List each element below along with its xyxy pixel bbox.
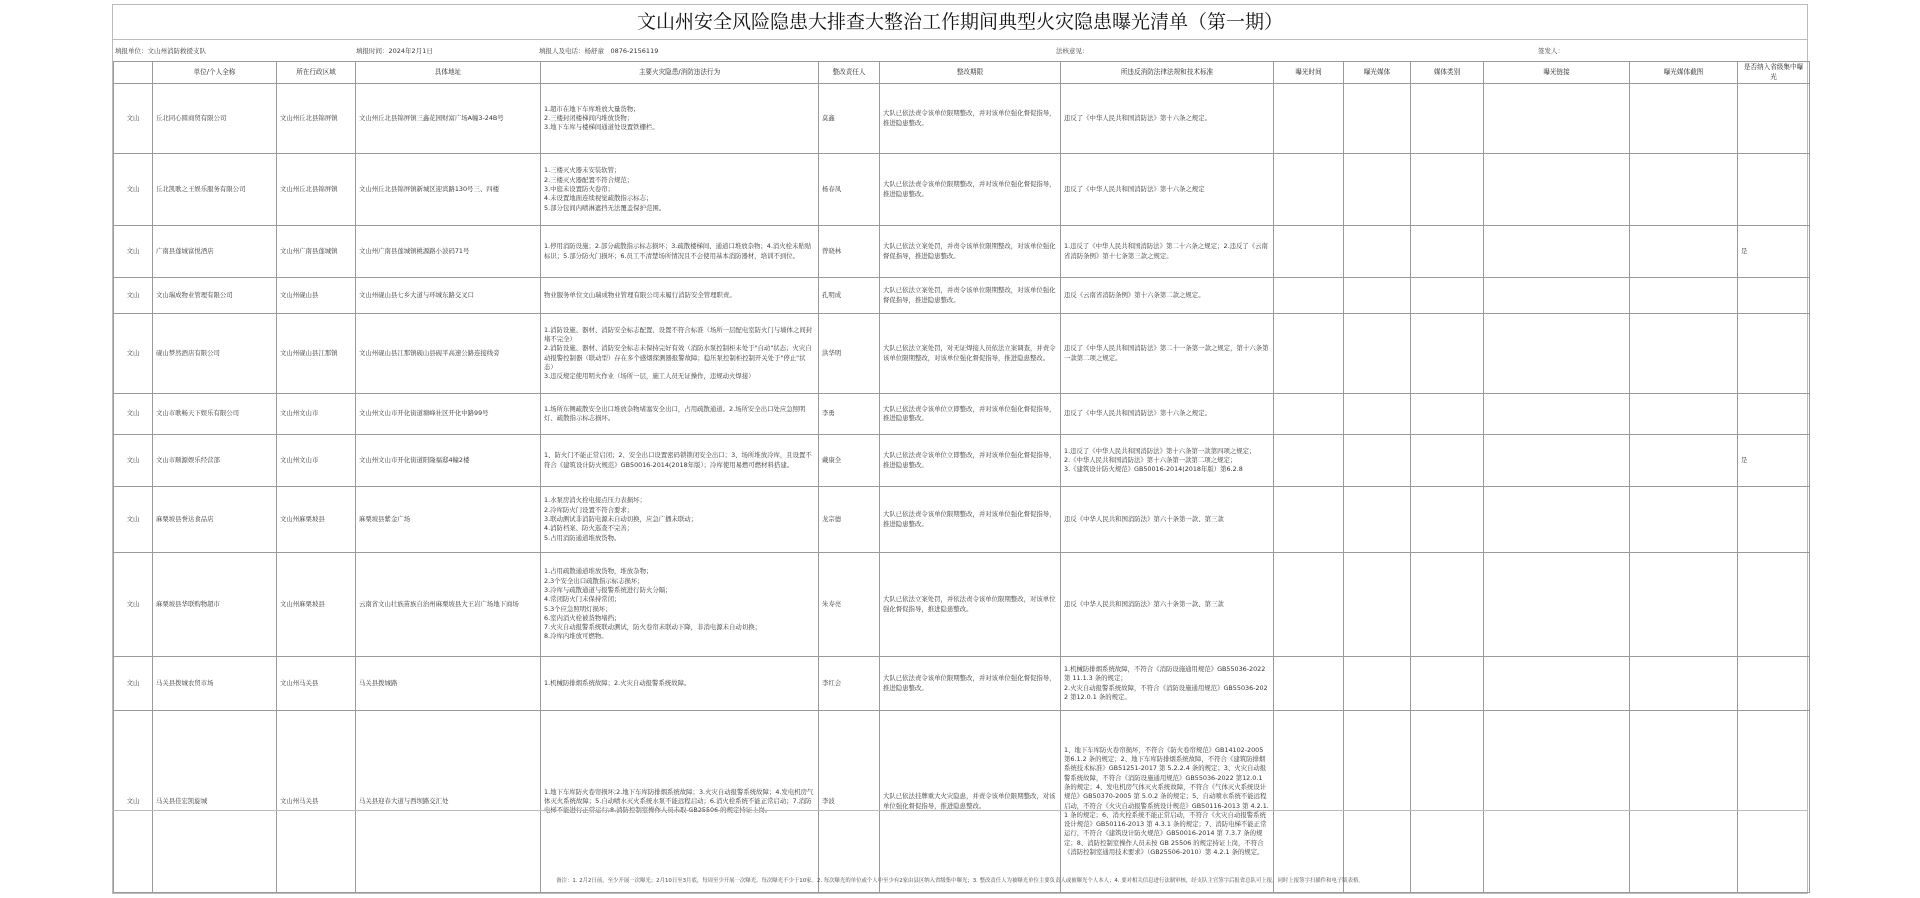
rectification-deadline-cell: 大队已依法责令该单位立即整改，并对该单位强化督促指导，推进隐患整改。 bbox=[880, 435, 1061, 487]
responsible-person-cell: 孔明成 bbox=[819, 278, 880, 314]
region-cell: 文山 bbox=[114, 553, 153, 657]
header-row bbox=[114, 62, 1810, 84]
district-cell: 文山州文山市 bbox=[277, 394, 356, 435]
hazard-cell: 物业服务单位文山瑞成物业管理有限公司未履行消防安全管理职责。 bbox=[541, 278, 819, 314]
empty-cell bbox=[1344, 394, 1411, 435]
signer: 签发人： bbox=[1538, 47, 1564, 55]
column-header: 具体地址 bbox=[356, 62, 541, 84]
unit-name-cell: 文山市顺源娱乐经营部 bbox=[153, 435, 277, 487]
filing-unit: 填报单位：文山州消防救援支队 bbox=[115, 47, 206, 55]
empty-cell bbox=[1274, 314, 1344, 394]
column-header: 所在行政区域 bbox=[277, 62, 356, 84]
address-cell: 马关县迎春大道与西坝路交汇处 bbox=[356, 711, 541, 893]
column-header: 曝光时间 bbox=[1274, 62, 1344, 84]
empty-cell bbox=[1274, 487, 1344, 553]
region-cell: 文山 bbox=[114, 657, 153, 711]
empty-cell bbox=[1411, 394, 1484, 435]
empty-cell bbox=[1630, 553, 1738, 657]
address-cell: 文山州丘北县锦屏镇新城区迎宾路130号三、四楼 bbox=[356, 154, 541, 226]
address-cell: 文山州文山市开化街道阳隆福邸4幢2楼 bbox=[356, 435, 541, 487]
empty-cell bbox=[1344, 84, 1411, 154]
address-cell: 云南省文山壮族苗族自治州麻栗坡县大王岩广场地下商场 bbox=[356, 553, 541, 657]
column-header: 曝光媒体截图 bbox=[1630, 62, 1738, 84]
table-row bbox=[114, 657, 1810, 711]
empty-cell bbox=[1411, 487, 1484, 553]
provincial-exposure-cell bbox=[1738, 394, 1810, 435]
table-row bbox=[114, 435, 1810, 487]
provincial-exposure-cell bbox=[1738, 84, 1810, 154]
empty-cell bbox=[1484, 314, 1630, 394]
table-row bbox=[114, 226, 1810, 278]
provincial-exposure-cell bbox=[1738, 278, 1810, 314]
empty-cell bbox=[1411, 278, 1484, 314]
column-header: 曝光媒体 bbox=[1344, 62, 1411, 84]
hazard-table bbox=[113, 61, 1810, 893]
unit-name-cell: 砚山梦然酒店有限公司 bbox=[153, 314, 277, 394]
law-violated-cell: 违反《云南省消防条例》第十六条第二款之规定。 bbox=[1061, 278, 1274, 314]
empty-cell bbox=[1344, 487, 1411, 553]
unit-name-cell: 文山瑞成物业管理有限公司 bbox=[153, 278, 277, 314]
empty-cell bbox=[1484, 226, 1630, 278]
address-cell: 文山州文山市开化街道塘峰社区开化中路99号 bbox=[356, 394, 541, 435]
empty-cell bbox=[1630, 435, 1738, 487]
address-cell: 文山州丘北县锦屏镇三鑫花园财富广场A幢3-24B号 bbox=[356, 84, 541, 154]
unit-name-cell: 丘北凯歌之王娱乐服务有限公司 bbox=[153, 154, 277, 226]
empty-cell bbox=[1630, 487, 1738, 553]
district-cell: 文山州丘北县锦屏镇 bbox=[277, 84, 356, 154]
hazard-cell: 1、防火门不能正常启闭；2、安全出口设置密码锁锁闭安全出口；3、场所堆放冷库，且设置不符合《建筑设计防火规范》GB50016-2014(2018年版）；冷库使用易燃可燃材料搭建。 bbox=[541, 435, 819, 487]
empty-cell bbox=[1344, 657, 1411, 711]
rectification-deadline-cell: 大队已依法立案处罚，对无证焊接人员依法立案调查，并责令该单位限期整改，对该单位强化督促指导，推进隐患整改。 bbox=[880, 314, 1061, 394]
region-cell: 文山 bbox=[114, 84, 153, 154]
rectification-deadline-cell: 大队已依法责令该单位限期整改，并对该单位强化督促指导，推进隐患整改。 bbox=[880, 657, 1061, 711]
provincial-exposure-cell bbox=[1738, 657, 1810, 711]
hazard-cell: 1.场所东侧疏散安全出口堆放杂物堵塞安全出口，占用疏散通道。2.场所安全出口处应急照明灯、疏散指示标志损坏。 bbox=[541, 394, 819, 435]
unit-name-cell: 文山市歌畅天下娱乐有限公司 bbox=[153, 394, 277, 435]
provincial-exposure-cell bbox=[1738, 487, 1810, 553]
district-cell: 文山州广南县莲城镇 bbox=[277, 226, 356, 278]
empty-cell bbox=[1274, 394, 1344, 435]
unit-name-cell: 广南县莲城富悦酒店 bbox=[153, 226, 277, 278]
empty-cell bbox=[1484, 553, 1630, 657]
responsible-person-cell: 龙宗德 bbox=[819, 487, 880, 553]
empty-cell bbox=[1630, 278, 1738, 314]
law-violated-cell: 违反了《中华人民共和国消防法》第二十一条第一款之规定，第十六条第一款第二项之规定。 bbox=[1061, 314, 1274, 394]
unit-name-cell: 麻栗坡县华联购物超市 bbox=[153, 553, 277, 657]
law-violated-cell: 1.机械防排烟系统故障，不符合《消防设施通用规范》GB55036-2022 第 11.1.3 条的规定； 2.火灾自动报警系统故障，不符合《消防设施通用规范》GB55036-2022 第12.0.1 条的规定。 bbox=[1061, 657, 1274, 711]
footer-note: 备注：1. 2月2日前，至少开展一次曝光；2月10日至3月底，每周至少开展一次曝光，每次曝光不少于10家。2. 每次曝光的单位或个人中至少有2家由县区纳入省级集中曝光；3. 整改责任人为被曝光单位主要负责人或被曝光个人本人；4. 要对相关信息进行法制审核，经支队主官签字后报省总队可上报，同时上报签字扫描件和电子版表格。 bbox=[556, 878, 1364, 884]
empty-cell bbox=[1630, 394, 1738, 435]
column-header: 曝光链接 bbox=[1484, 62, 1630, 84]
empty-cell bbox=[1344, 278, 1411, 314]
legal-opinion: 法核意见： bbox=[1056, 47, 1089, 55]
rectification-deadline-cell: 大队已依法挂牌重大火灾隐患，并责令该单位限期整改，对该单位强化督促指导，推进隐患整改。 bbox=[880, 711, 1061, 893]
responsible-person-cell: 戴康全 bbox=[819, 435, 880, 487]
provincial-exposure-cell bbox=[1738, 314, 1810, 394]
empty-cell bbox=[1274, 553, 1344, 657]
empty-cell bbox=[1630, 226, 1738, 278]
spreadsheet bbox=[112, 4, 1808, 894]
hazard-cell: 1.停用消防设施；2.部分疏散指示标志损坏；3.疏散楼梯间、通道口堆放杂物；4.消火栓未贴贴标识；5.部分防火门损坏；6.员工不清楚场所情况且不会使用基本消防器材，培训不到位。 bbox=[541, 226, 819, 278]
hazard-cell: 1.地下车库防火卷帘损坏;2.地下车库防排烟系统故障；3.火灾自动报警系统故障；4.发电机房气体灭火系统故障；5.自动喷水灭火系统水泵不能远程启动；6.消火栓系统不能正常启动；7.消防电梯不能进行正常运行;8.消防控制室操作人员未取 GB25506 的规定持证上岗。 bbox=[541, 711, 819, 893]
filing-time: 填报时间：2024年2月1日 bbox=[356, 47, 433, 55]
hazard-cell: 1.水泵房消火栓电接点压力表损坏； 2.冷库防火门设置不符合要求； 3.联动测试非消防电源未自动切换，应急广播未联动； 4.消防档案、防火巡查不完善； 5.占用消防通道堆放货物。 bbox=[541, 487, 819, 553]
column-header: 主要火灾隐患/消防违法行为 bbox=[541, 62, 819, 84]
table-row bbox=[114, 278, 1810, 314]
law-violated-cell: 1.违反了《中华人民共和国消防法》第二十六条之规定；2.违反了《云南省消防条例》第十七条第三款之规定。 bbox=[1061, 226, 1274, 278]
empty-cell bbox=[1411, 154, 1484, 226]
empty-cell bbox=[1484, 657, 1630, 711]
district-cell: 文山州马关县 bbox=[277, 711, 356, 893]
empty-cell bbox=[1411, 314, 1484, 394]
region-cell: 文山 bbox=[114, 226, 153, 278]
column-header: 单位/个人全称 bbox=[153, 62, 277, 84]
empty-cell bbox=[1484, 394, 1630, 435]
responsible-person-cell: 莫鑫 bbox=[819, 84, 880, 154]
hazard-cell: 1.消防设施、器材、消防安全标志配置、设置不符合标准（场所一层配电室防火门与墙体之间封堵不完全） 2.消防设施、器材、消防安全标志未保持完好有效（消防水泵控制柜未处于"自动"状态；火灾自动报警控制器（联动型）存在多个感烟探测器报警故障；稳压泵控制柜控制开关处于"停止"状态） 3.违反规定使用明火作业（场所一层，施工人员无证操作，违规动火焊接） bbox=[541, 314, 819, 394]
district-cell: 文山州麻栗坡县 bbox=[277, 553, 356, 657]
empty-cell bbox=[1274, 84, 1344, 154]
provincial-exposure-cell: 是 bbox=[1738, 226, 1810, 278]
empty-cell bbox=[1344, 154, 1411, 226]
rectification-deadline-cell: 大队已依法责令该单位限期整改，并对该单位强化督促指导，推进隐患整改。 bbox=[880, 487, 1061, 553]
responsible-person-cell: 朱寿亮 bbox=[819, 553, 880, 657]
law-violated-cell: 违反了《中华人民共和国消防法》第十六条之规定。 bbox=[1061, 394, 1274, 435]
empty-cell bbox=[1411, 657, 1484, 711]
hazard-cell: 1.占用疏散通道堆放货物，堆放杂物； 2.3个安全出口疏散指示标志损坏； 3.冷库与疏散通道与报警系统进行防火分隔； 4.常闭防火门未保持常闭； 5.3个应急照明灯损坏； 6.室内消火栓被货物堵挡； 7.火灾自动报警系统联动测试，防火卷帘未联动下降，非消电源未自动切换； 8.冷库内堆放可燃物。 bbox=[541, 553, 819, 657]
responsible-person-cell: 李勇 bbox=[819, 394, 880, 435]
law-violated-cell: 违反了《中华人民共和国消防法》第十六条之规定。 bbox=[1061, 84, 1274, 154]
empty-cell bbox=[1484, 278, 1630, 314]
region-cell: 文山 bbox=[114, 278, 153, 314]
column-header bbox=[114, 62, 153, 84]
unit-name-cell: 丘北同心圆商贸有限公司 bbox=[153, 84, 277, 154]
column-header: 是否纳入省级集中曝光 bbox=[1738, 62, 1810, 84]
empty-cell bbox=[1484, 487, 1630, 553]
empty-cell bbox=[1630, 154, 1738, 226]
column-header: 整改期限 bbox=[880, 62, 1061, 84]
address-cell: 麻栗坡县紫金广场 bbox=[356, 487, 541, 553]
empty-cell bbox=[1411, 435, 1484, 487]
rectification-deadline-cell: 大队已依法责令该单位限期整改，并对该单位强化督促指导，推进隐患整改。 bbox=[880, 84, 1061, 154]
responsible-person-cell: 李红会 bbox=[819, 657, 880, 711]
empty-cell bbox=[1630, 657, 1738, 711]
unit-name-cell: 马关县拨城农贸市场 bbox=[153, 657, 277, 711]
address-cell: 文山州砚山县江那镇砚山县砚平高速公路连接线旁 bbox=[356, 314, 541, 394]
empty-cell bbox=[1274, 226, 1344, 278]
region-cell: 文山 bbox=[114, 154, 153, 226]
hazard-cell: 1.三楼灭火器未安装软管； 2.三楼灭火器配置不符合规范； 3.中庭未设置防火卷帘； 4.未设置地面连续视觉疏散指示标志； 5.部分包间内喷淋遮挡无法覆盖保护范围。 bbox=[541, 154, 819, 226]
region-cell: 文山 bbox=[114, 487, 153, 553]
region-cell: 文山 bbox=[114, 435, 153, 487]
district-cell: 文山州砚山县江那镇 bbox=[277, 314, 356, 394]
law-violated-cell: 1.违反了《中华人民共和国消防法》第十六条第一款第四项之规定； 2.《中华人民共和国消防法》第十六条第一款第二项之规定； 3.《建筑设计防火规范》GB50016-2014(2018年版）第6.2.8 bbox=[1061, 435, 1274, 487]
region-cell: 文山 bbox=[114, 711, 153, 893]
hazard-cell: 1.机械防排烟系统故障；2.火灾自动报警系统故障。 bbox=[541, 657, 819, 711]
table-row bbox=[114, 84, 1810, 154]
district-cell: 文山州麻栗坡县 bbox=[277, 487, 356, 553]
page-title: 文山州安全风险隐患大排查大整治工作期间典型火灾隐患曝光清单（第一期） bbox=[636, 11, 1283, 33]
empty-cell bbox=[1411, 553, 1484, 657]
rectification-deadline-cell: 大队已依法责令该单位立即整改，并对该单位强化督促指导，推进隐患整改。 bbox=[880, 394, 1061, 435]
footer bbox=[113, 810, 1807, 895]
district-cell: 文山州砚山县 bbox=[277, 278, 356, 314]
district-cell: 文山州文山市 bbox=[277, 435, 356, 487]
table-row bbox=[114, 487, 1810, 553]
provincial-exposure-cell bbox=[1738, 553, 1810, 657]
responsible-person-cell: 曾晓林 bbox=[819, 226, 880, 278]
region-cell: 文山 bbox=[114, 314, 153, 394]
column-header: 媒体类别 bbox=[1411, 62, 1484, 84]
empty-cell bbox=[1630, 314, 1738, 394]
unit-name-cell: 马关县佳宏凯旋城 bbox=[153, 711, 277, 893]
law-violated-cell: 违反了《中华人民共和国消防法》第十六条之规定 bbox=[1061, 154, 1274, 226]
empty-cell bbox=[1344, 553, 1411, 657]
empty-cell bbox=[1411, 84, 1484, 154]
address-cell: 马关县拨城路 bbox=[356, 657, 541, 711]
responsible-person-cell: 杨春凤 bbox=[819, 154, 880, 226]
hazard-cell: 1.超市在地下车库堆放大量货物； 2.三楼封闭楼梯间内堆放货物； 3.地下车库与楼梯间通道处设置铁栅栏。 bbox=[541, 84, 819, 154]
empty-cell bbox=[1411, 226, 1484, 278]
table-row bbox=[114, 394, 1810, 435]
empty-cell bbox=[1274, 657, 1344, 711]
provincial-exposure-cell: 是 bbox=[1738, 435, 1810, 487]
filing-person: 填报人及电话：杨舒童 0876-2156119 bbox=[539, 47, 659, 55]
empty-cell bbox=[1344, 226, 1411, 278]
column-header: 所违反消防法律法规和技术标准 bbox=[1061, 62, 1274, 84]
column-header: 整改责任人 bbox=[819, 62, 880, 84]
law-violated-cell: 违反《中华人民共和国消防法》第六十条第一款、第三款 bbox=[1061, 487, 1274, 553]
responsible-person-cell: 洪华明 bbox=[819, 314, 880, 394]
rectification-deadline-cell: 大队已依法立案处罚，并责令该单位限期整改，对该单位强化督促指导，推进隐患整改。 bbox=[880, 226, 1061, 278]
empty-cell bbox=[1484, 154, 1630, 226]
table-row bbox=[114, 553, 1810, 657]
empty-cell bbox=[1484, 435, 1630, 487]
empty-cell bbox=[1630, 84, 1738, 154]
provincial-exposure-cell bbox=[1738, 154, 1810, 226]
table-row bbox=[114, 154, 1810, 226]
law-violated-cell: 违反《中华人民共和国消防法》第六十条第一款、第三款 bbox=[1061, 553, 1274, 657]
rectification-deadline-cell: 大队已依法立案处罚，并责令该单位限期整改，对该单位强化督促指导，推进隐患整改。 bbox=[880, 278, 1061, 314]
empty-cell bbox=[1274, 154, 1344, 226]
district-cell: 文山州马关县 bbox=[277, 657, 356, 711]
rectification-deadline-cell: 大队已依法责令该单位限期整改，并对该单位强化督促指导，推进隐患整改。 bbox=[880, 154, 1061, 226]
address-cell: 文山州广南县莲城镇桃源路小波码71号 bbox=[356, 226, 541, 278]
responsible-person-cell: 李波 bbox=[819, 711, 880, 893]
empty-cell bbox=[1344, 314, 1411, 394]
info-bar bbox=[113, 39, 1807, 62]
district-cell: 文山州丘北县锦屏镇 bbox=[277, 154, 356, 226]
empty-cell bbox=[1484, 84, 1630, 154]
law-violated-cell: 1、地下车库防火卷帘损坏，不符合《防火卷帘规范》GB14102-2005 第6.1.2 条的规定；2、地下车库防排烟系统故障，不符合《建筑防排烟系统技术标准》GB51251-2017 第 5.2.2.4 条的规定；3、火灾自动报警系统故障，不符合《消防设施通用规范》GB55036-2022 第12.0.1 条的规定；4、发电机房气体灭火系统故障，不符合《气体灭火系统设计规范》GB50370-2005 第 5.0.2 条的规定；5、自动喷水系统不能远程启动，不符合《火灾自动报警系统设计规范》GB50116-2013 第 4.2.1.1 条的规定；6、消火栓系统不能正常启动，不符合《火灾自动报警系统设计规范》GB50116-2013 第 4.3.1 条的规定；7、消防电梯不能正常运行，不符合《建筑设计防火规范》GB50016-2014 第 7.3.7 条的规定；8、消防控制室操作人员未按 GB 25506 的规定持证上岗，不符合《消防控制室通用技术要求》（GB25506-2010）第 4.2.1 条的规定。 bbox=[1061, 711, 1274, 893]
table-row bbox=[114, 314, 1810, 394]
region-cell: 文山 bbox=[114, 394, 153, 435]
empty-cell bbox=[1274, 435, 1344, 487]
rectification-deadline-cell: 大队已依法立案处罚，并依法责令该单位限期整改，对该单位强化督促指导，推进隐患整改。 bbox=[880, 553, 1061, 657]
empty-cell bbox=[1344, 435, 1411, 487]
empty-cell bbox=[1274, 278, 1344, 314]
unit-name-cell: 麻栗坡县誉达食品店 bbox=[153, 487, 277, 553]
address-cell: 文山州砚山县七乡大道与环城东路交叉口 bbox=[356, 278, 541, 314]
